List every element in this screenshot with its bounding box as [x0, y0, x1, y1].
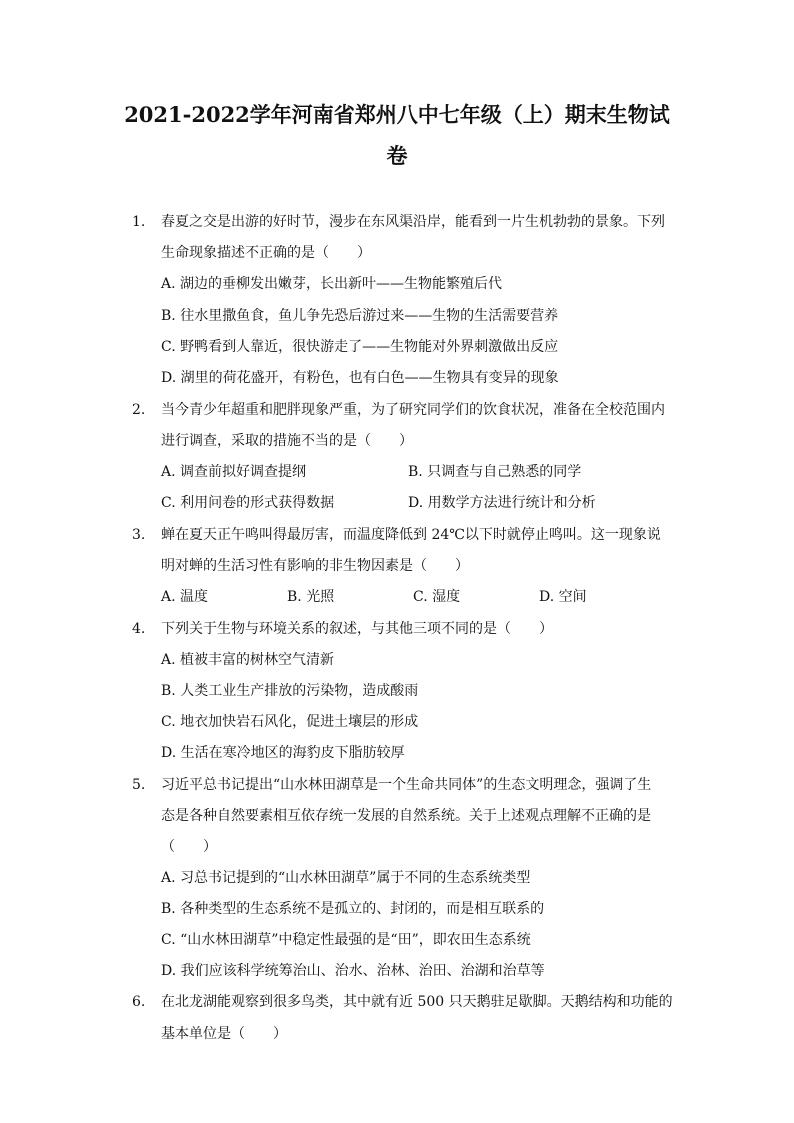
- question-4-number: 4.: [132, 621, 146, 637]
- page-title-line-1: 2021-2022学年河南省郑州八中七年级（上）期末生物试: [124, 102, 670, 127]
- question-4-option-c: C. 地衣加快岩石风化，促进土壤层的形成: [161, 714, 419, 730]
- question-4-option-a: A. 植被丰富的树林空气清新: [161, 652, 335, 668]
- question-1-stem-line-2: 生命现象描述不正确的是（ ）: [161, 245, 371, 261]
- question-6-number: 6.: [132, 994, 146, 1010]
- question-1-option-c: C. 野鸭看到人靠近，很快游走了——生物能对外界刺激做出反应: [161, 339, 559, 355]
- question-5-stem-line-2: 态是各种自然要素相互依存统一发展的自然系统。关于上述观点理解不正确的是: [161, 808, 651, 824]
- question-5-option-d: D. 我们应该科学统筹治山、治水、治林、治田、治湖和治草等: [161, 963, 545, 979]
- question-2-option-d: D. 用数学方法进行统计和分析: [408, 495, 596, 511]
- question-5-stem-line-1: 习近平总书记提出“山水林田湖草是一个生命共同体”的生态文明理念，强调了生: [161, 777, 652, 793]
- question-4-option-d: D. 生活在寒冷地区的海豹皮下脂肪较厚: [161, 745, 405, 761]
- question-3-stem-line-1: 蝉在夏天正午鸣叫得最厉害，而温度降低到 24℃以下时就停止鸣叫。这一现象说: [161, 527, 661, 543]
- question-3-option-d: D. 空间: [539, 589, 587, 605]
- question-4-option-b: B. 人类工业生产排放的污染物，造成酸雨: [161, 683, 419, 699]
- question-1-option-d: D. 湖里的荷花盛开，有粉色，也有白色——生物具有变异的现象: [161, 370, 559, 386]
- question-6-stem-line-2: 基本单位是（ ）: [161, 1026, 287, 1042]
- question-2-option-a: A. 调查前拟好调查提纲: [161, 464, 307, 480]
- question-5-option-a: A. 习总书记提到的“山水林田湖草”属于不同的生态系统类型: [161, 870, 531, 886]
- question-2-number: 2.: [132, 402, 146, 418]
- question-3-stem-line-2: 明对蝉的生活习性有影响的非生物因素是（ ）: [161, 558, 469, 574]
- question-5-number: 5.: [132, 777, 146, 793]
- question-2-option-b: B. 只调查与自己熟悉的同学: [408, 464, 582, 480]
- question-2-stem-line-1: 当今青少年超重和肥胖现象严重，为了研究同学们的饮食状况，准备在全校范围内: [161, 402, 665, 418]
- question-6-stem-line-1: 在北龙湖能观察到很多鸟类，其中就有近 500 只天鹅驻足歇脚。天鹅结构和功能的: [161, 994, 673, 1010]
- question-3-option-a: A. 温度: [161, 589, 209, 605]
- question-4-stem-line-1: 下列关于生物与环境关系的叙述，与其他三项不同的是（ ）: [161, 621, 553, 637]
- question-3-number: 3.: [132, 527, 146, 543]
- question-1-stem-line-1: 春夏之交是出游的好时节，漫步在东风渠沿岸，能看到一片生机勃勃的景象。下列: [161, 214, 665, 230]
- question-3-option-c: C. 湿度: [413, 589, 461, 605]
- question-5-option-c: C. “山水林田湖草”中稳定性最强的是“田”，即农田生态系统: [161, 932, 531, 948]
- question-2-stem-line-2: 进行调查，采取的措施不当的是（ ）: [161, 433, 413, 449]
- question-5-option-b: B. 各种类型的生态系统不是孤立的、封闭的，而是相互联系的: [161, 901, 545, 917]
- question-1-option-a: A. 湖边的垂柳发出嫩芽，长出新叶——生物能繁殖后代: [161, 276, 503, 292]
- question-5-stem-line-3: （ ）: [161, 839, 217, 855]
- question-1-number: 1.: [132, 214, 146, 230]
- page-title-line-2: 卷: [386, 143, 408, 168]
- question-3-option-b: B. 光照: [287, 589, 335, 605]
- question-2-option-c: C. 利用问卷的形式获得数据: [161, 495, 335, 511]
- question-1-option-b: B. 往水里撒鱼食，鱼儿争先恐后游过来——生物的生活需要营养: [161, 308, 559, 324]
